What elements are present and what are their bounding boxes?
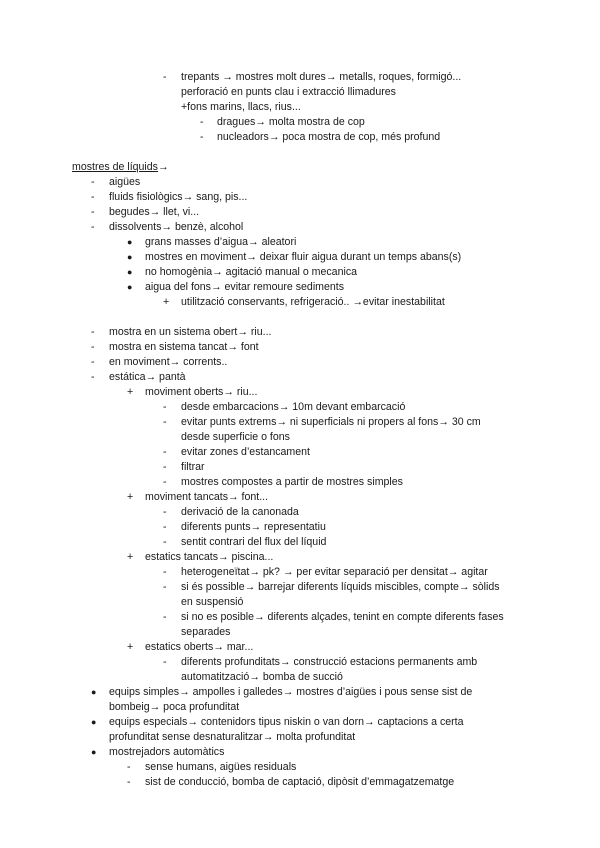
- bullet-icon: ●: [127, 267, 133, 277]
- text-line: moviment oberts→ riu...: [145, 386, 258, 398]
- text-line: mostra en un sistema obert→ riu...: [109, 326, 272, 338]
- text-line: sist de conducció, bomba de captació, dipòsit d’emmagatzematge: [145, 776, 455, 788]
- list-marker: -: [163, 401, 167, 413]
- text-line: mostra en sistema tancat→ font: [109, 341, 259, 353]
- text-line: aigua del fons→ evitar remoure sediments: [145, 281, 345, 293]
- list-marker: -: [163, 461, 167, 473]
- list-marker: -: [163, 476, 167, 488]
- bullet-icon: ●: [91, 687, 97, 697]
- text-line: mostrejadors automàtics: [109, 746, 225, 758]
- list-marker: -: [163, 536, 167, 548]
- text-line: no homogènia→ agitació manual o mecanica: [145, 266, 358, 278]
- list-marker: -: [163, 611, 167, 623]
- list-marker: -: [200, 131, 204, 143]
- text-line: perforació en punts clau i extracció llimadures: [181, 86, 396, 98]
- list-marker: +: [127, 641, 134, 653]
- bullet-icon: ●: [91, 717, 97, 727]
- text-line: en suspensió: [181, 596, 244, 608]
- text-line: sense humans, aigües residuals: [145, 761, 297, 773]
- list-marker: -: [163, 506, 167, 518]
- list-marker: -: [163, 566, 167, 578]
- bullet-icon: ●: [91, 747, 97, 757]
- list-marker: +: [127, 551, 134, 563]
- list-marker: -: [91, 176, 95, 188]
- text-line: moviment tancats→ font...: [145, 491, 269, 503]
- text-line: mostres compostes a partir de mostres simples: [181, 476, 403, 488]
- list-marker: +: [163, 296, 170, 308]
- text-line: equips especials→ contenidors tipus niskin o van dorn→ captacions a certa: [109, 716, 464, 728]
- list-marker: +: [127, 491, 134, 503]
- text-line: profunditat sense desnaturalitzar→ molta profunditat: [109, 731, 356, 743]
- list-marker: -: [163, 656, 167, 668]
- text-line: fluids fisiològics→ sang, pis...: [109, 191, 248, 203]
- list-marker: -: [127, 776, 131, 788]
- section-heading: [72, 160, 169, 174]
- list-marker: -: [91, 326, 95, 338]
- text-line: si no es posible→ diferents alçades, tenint en compte diferents fases: [181, 611, 504, 623]
- text-line: desde embarcacions→ 10m devant embarcació: [181, 401, 406, 413]
- list-marker: -: [163, 446, 167, 458]
- text-line: evitar punts extrems→ ni superficials ni propers al fons→ 30 cm: [181, 416, 481, 428]
- list-marker: -: [163, 521, 167, 533]
- text-line: aigües: [109, 176, 141, 188]
- text-line: derivació de la canonada: [181, 506, 299, 518]
- list-marker: -: [163, 581, 167, 593]
- text-line: diferents profunditats→ construcció estacions permanents amb: [181, 656, 478, 668]
- text-line: separades: [181, 626, 231, 638]
- text-line: estatics tancats→ piscina...: [145, 551, 274, 563]
- text-line: dissolvents→ benzè, alcohol: [109, 221, 244, 233]
- text-line: trepants → mostres molt dures→ metalls, roques, formigó...: [181, 71, 462, 83]
- text-line: desde superficie o fons: [181, 431, 290, 443]
- text-line: si és possible→ barrejar diferents líquids miscibles, compte→ sòlids: [181, 581, 500, 593]
- list-marker: -: [163, 416, 167, 428]
- text-line: estática→ pantà: [109, 371, 186, 383]
- text-line: bombeig→ poca profunditat: [109, 701, 240, 713]
- bullet-icon: ●: [127, 252, 133, 262]
- text-line: heterogeneïtat→ pk? → per evitar separació per densitat→ agitar: [181, 566, 488, 578]
- list-marker: -: [200, 116, 204, 128]
- text-line: sentit contrari del flux del líquid: [181, 536, 327, 548]
- text-line: mostres en moviment→ deixar fluir aigua durant un temps abans(s): [145, 251, 462, 263]
- bullet-icon: ●: [127, 282, 133, 292]
- bullet-icon: ●: [127, 237, 133, 247]
- list-marker: -: [91, 191, 95, 203]
- text-line: evitar zones d’estancament: [181, 446, 310, 458]
- list-marker: -: [91, 206, 95, 218]
- text-line: grans masses d’aigua→ aleatori: [145, 236, 297, 248]
- text-line: automatització→ bomba de succió: [181, 671, 343, 683]
- text-line: estatics oberts→ mar...: [145, 641, 254, 653]
- text-line: begudes→ llet, vi...: [109, 206, 200, 218]
- text-line: dragues→ molta mostra de cop: [217, 116, 365, 128]
- list-marker: -: [91, 341, 95, 353]
- list-marker: -: [127, 761, 131, 773]
- list-marker: +: [127, 386, 134, 398]
- text-line: utilització conservants, refrigeració.. →evitar inestabilitat: [181, 296, 445, 308]
- list-marker: -: [91, 371, 95, 383]
- list-marker: -: [91, 221, 95, 233]
- list-marker: -: [91, 356, 95, 368]
- text-line: +fons marins, llacs, rius...: [181, 101, 301, 113]
- text-line: equips simples→ ampolles i galledes→ mostres d’aigües i pous sense sist de: [109, 686, 473, 698]
- list-marker: -: [163, 71, 167, 83]
- heading-arrow: →: [157, 161, 169, 173]
- text-line: diferents punts→ representatiu: [181, 521, 326, 533]
- text-line: nucleadors→ poca mostra de cop, més profund: [217, 131, 441, 143]
- text-line: filtrar: [181, 461, 205, 473]
- text-line: en moviment→ corrents..: [109, 356, 228, 368]
- heading-text: mostres de líquids: [72, 161, 158, 173]
